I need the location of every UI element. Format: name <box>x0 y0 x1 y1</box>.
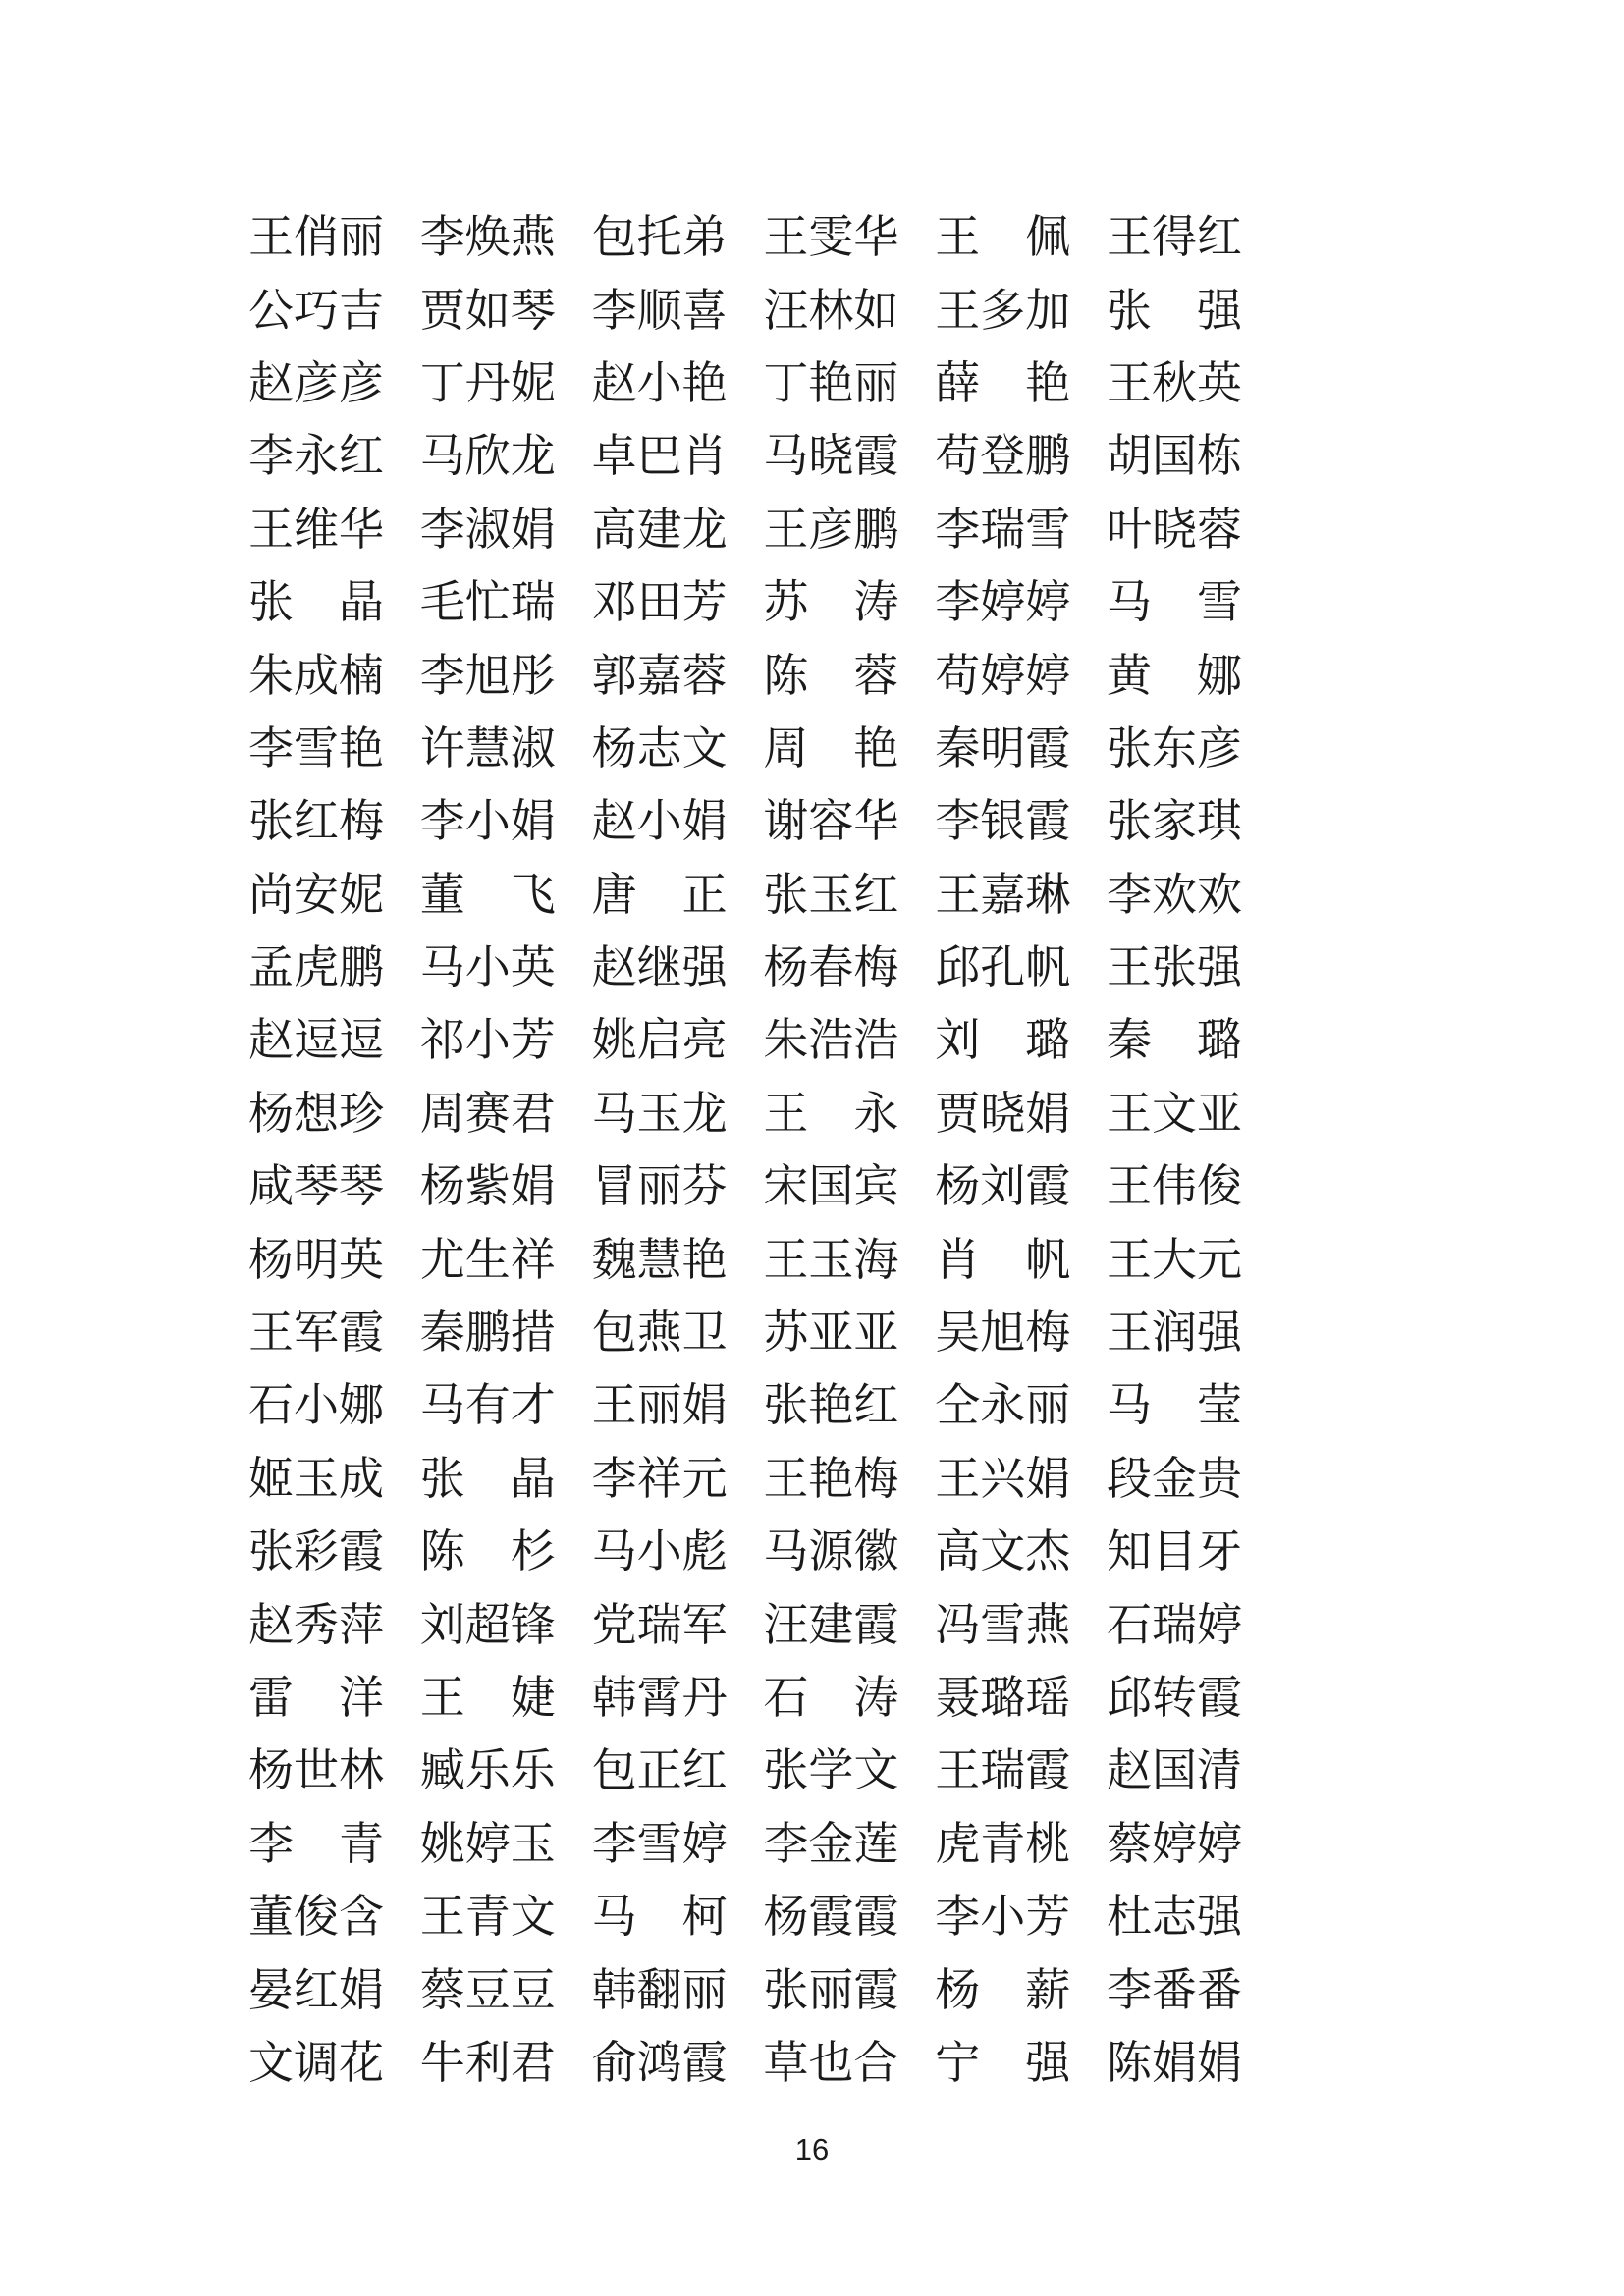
name-cell: 肖 帆 <box>935 1234 1071 1285</box>
name-cell: 姚 启 亮 <box>591 1015 728 1066</box>
name-cell: 李 永 红 <box>248 431 384 482</box>
name-cell: 赵 彦 彦 <box>248 357 384 408</box>
name-cell: 李 雪 艳 <box>248 722 384 774</box>
name-cell: 李 焕 燕 <box>419 212 556 263</box>
name-cell: 刘 超 锋 <box>419 1599 556 1650</box>
name-row <box>248 859 1242 932</box>
name-cell: 韩 翻 丽 <box>591 1964 728 2015</box>
name-cell: 张 彩 霞 <box>248 1526 384 1577</box>
name-cell: 陈 蓉 <box>763 650 899 701</box>
name-cell: 卓 巴 肖 <box>591 431 728 482</box>
name-cell: 姚 婷 玉 <box>419 1818 556 1869</box>
name-cell: 马 晓 霞 <box>763 431 899 482</box>
name-cell: 王 丽 娟 <box>591 1380 728 1431</box>
name-row <box>248 1078 1242 1150</box>
name-cell: 仝 永 丽 <box>935 1380 1071 1431</box>
name-row <box>248 274 1242 347</box>
name-cell: 赵 小 艳 <box>591 357 728 408</box>
name-cell: 李 雪 婷 <box>591 1818 728 1869</box>
name-cell: 李 淑 娟 <box>419 504 556 555</box>
name-cell: 王 俏 丽 <box>248 212 384 263</box>
name-row <box>248 1150 1242 1223</box>
name-row <box>248 1297 1242 1369</box>
name-list <box>248 201 1242 2100</box>
name-row <box>248 1953 1242 2026</box>
name-cell: 张 玉 红 <box>763 869 899 920</box>
name-cell: 周 艳 <box>763 722 899 774</box>
name-cell: 知 目 牙 <box>1106 1526 1242 1577</box>
name-cell: 高 建 龙 <box>591 504 728 555</box>
name-cell: 马 柯 <box>591 1892 728 1943</box>
name-cell: 杨 春 梅 <box>763 942 899 993</box>
name-cell: 张 学 文 <box>763 1745 899 1796</box>
name-cell: 王 嘉 琳 <box>935 869 1071 920</box>
name-cell: 李 小 芳 <box>935 1892 1071 1943</box>
name-cell: 邱 孔 帆 <box>935 942 1071 993</box>
name-cell: 李 顺 喜 <box>591 285 728 336</box>
name-cell: 孟 虎 鹏 <box>248 942 384 993</box>
name-cell: 李 欢 欢 <box>1106 869 1242 920</box>
name-cell: 王 青 文 <box>419 1892 556 1943</box>
name-cell: 蔡 婷 婷 <box>1106 1818 1242 1869</box>
name-cell: 秦 明 霞 <box>935 722 1071 774</box>
name-cell: 赵 小 娟 <box>591 796 728 847</box>
name-cell: 王 文 亚 <box>1106 1088 1242 1139</box>
name-cell: 丁 丹 妮 <box>419 357 556 408</box>
name-cell: 马 雪 <box>1106 577 1242 628</box>
name-row <box>248 566 1242 639</box>
name-row <box>248 1369 1242 1442</box>
name-cell: 贾 晓 娟 <box>935 1088 1071 1139</box>
name-cell: 李 小 娟 <box>419 796 556 847</box>
name-cell: 李 瑞 雪 <box>935 504 1071 555</box>
name-cell: 唐 正 <box>591 869 728 920</box>
name-cell: 王 大 元 <box>1106 1234 1242 1285</box>
name-cell: 姬 玉 成 <box>248 1453 384 1504</box>
name-cell: 王 伟 俊 <box>1106 1161 1242 1212</box>
name-cell: 尤 生 祥 <box>419 1234 556 1285</box>
name-cell: 陈 杉 <box>419 1526 556 1577</box>
name-cell: 汪 建 霞 <box>763 1599 899 1650</box>
name-cell: 包 托 弟 <box>591 212 728 263</box>
name-row <box>248 1223 1242 1296</box>
name-row <box>248 1881 1242 1953</box>
name-cell: 杨 紫 娟 <box>419 1161 556 1212</box>
name-cell: 薛 艳 <box>935 357 1071 408</box>
name-cell: 张 艳 红 <box>763 1380 899 1431</box>
name-cell: 张 晶 <box>248 577 384 628</box>
name-cell: 丁 艳 丽 <box>763 357 899 408</box>
name-row <box>248 1004 1242 1077</box>
name-cell: 董 飞 <box>419 869 556 920</box>
name-cell: 石 小 娜 <box>248 1380 384 1431</box>
name-cell: 王 婕 <box>419 1673 556 1723</box>
name-cell: 宋 国 宾 <box>763 1161 899 1212</box>
name-row <box>248 1588 1242 1661</box>
name-cell: 李 金 莲 <box>763 1818 899 1869</box>
name-cell: 贾 如 琴 <box>419 285 556 336</box>
name-cell: 马 玉 龙 <box>591 1088 728 1139</box>
name-cell: 魏 慧 艳 <box>591 1234 728 1285</box>
name-cell: 聂 璐 瑶 <box>935 1673 1071 1723</box>
name-cell: 赵 国 清 <box>1106 1745 1242 1796</box>
name-cell: 王 彦 鹏 <box>763 504 899 555</box>
name-cell: 王 维 华 <box>248 504 384 555</box>
name-row <box>248 785 1242 858</box>
name-cell: 秦 鹏 措 <box>419 1308 556 1359</box>
name-cell: 邓 田 芳 <box>591 577 728 628</box>
name-cell: 张 东 彦 <box>1106 722 1242 774</box>
name-cell: 党 瑞 军 <box>591 1599 728 1650</box>
name-cell: 邱 转 霞 <box>1106 1673 1242 1723</box>
name-row <box>248 201 1242 274</box>
name-cell: 杨 薪 <box>935 1964 1071 2015</box>
name-cell: 虎 青 桃 <box>935 1818 1071 1869</box>
name-cell: 黄 娜 <box>1106 650 1242 701</box>
name-cell: 段 金 贵 <box>1106 1453 1242 1504</box>
name-cell: 王 永 <box>763 1088 899 1139</box>
name-row <box>248 420 1242 493</box>
name-cell: 韩 霄 丹 <box>591 1673 728 1723</box>
name-cell: 杨 志 文 <box>591 722 728 774</box>
name-cell: 陈 娟 娟 <box>1106 2037 1242 2088</box>
name-row <box>248 639 1242 712</box>
name-cell: 王 秋 英 <box>1106 357 1242 408</box>
name-cell: 赵 秀 萍 <box>248 1599 384 1650</box>
name-cell: 王 军 霞 <box>248 1308 384 1359</box>
name-cell: 毛 忙 瑞 <box>419 577 556 628</box>
name-cell: 马 欣 龙 <box>419 431 556 482</box>
name-row <box>248 1443 1242 1516</box>
name-cell: 苟 登 鹏 <box>935 431 1071 482</box>
name-row <box>248 1516 1242 1588</box>
name-cell: 晏 红 娟 <box>248 1964 384 2015</box>
name-cell: 包 燕 卫 <box>591 1308 728 1359</box>
name-cell: 草 也 合 <box>763 2037 899 2088</box>
name-cell: 李 银 霞 <box>935 796 1071 847</box>
name-cell: 石 瑞 婷 <box>1106 1599 1242 1650</box>
name-cell: 公 巧 吉 <box>248 285 384 336</box>
name-cell: 张 家 琪 <box>1106 796 1242 847</box>
name-cell: 杨 刘 霞 <box>935 1161 1071 1212</box>
name-cell: 张 丽 霞 <box>763 1964 899 2015</box>
name-cell: 谢 容 华 <box>763 796 899 847</box>
name-cell: 刘 璐 <box>935 1015 1071 1066</box>
name-cell: 马 莹 <box>1106 1380 1242 1431</box>
name-cell: 汪 林 如 <box>763 285 899 336</box>
name-cell: 王 艳 梅 <box>763 1453 899 1504</box>
name-cell: 郭 嘉 蓉 <box>591 650 728 701</box>
name-cell: 李 青 <box>248 1818 384 1869</box>
name-cell: 马 小 英 <box>419 942 556 993</box>
name-cell: 王 润 强 <box>1106 1308 1242 1359</box>
name-cell: 张 强 <box>1106 285 1242 336</box>
name-cell: 张 红 梅 <box>248 796 384 847</box>
name-cell: 石 涛 <box>763 1673 899 1723</box>
name-cell: 尚 安 妮 <box>248 869 384 920</box>
name-cell: 宁 强 <box>935 2037 1071 2088</box>
name-cell: 苟 婷 婷 <box>935 650 1071 701</box>
name-cell: 臧 乐 乐 <box>419 1745 556 1796</box>
name-cell: 杨 想 珍 <box>248 1088 384 1139</box>
name-row <box>248 494 1242 566</box>
name-cell: 李 番 番 <box>1106 1964 1242 2015</box>
name-cell: 吴 旭 梅 <box>935 1308 1071 1359</box>
name-cell: 秦 璐 <box>1106 1015 1242 1066</box>
name-cell: 朱 浩 浩 <box>763 1015 899 1066</box>
name-cell: 王 张 强 <box>1106 942 1242 993</box>
name-cell: 王 雯 华 <box>763 212 899 263</box>
name-cell: 杜 志 强 <box>1106 1892 1242 1943</box>
name-cell: 李 婷 婷 <box>935 577 1071 628</box>
name-row <box>248 1662 1242 1735</box>
name-row <box>248 347 1242 420</box>
name-cell: 马 源 徽 <box>763 1526 899 1577</box>
name-cell: 马 小 彪 <box>591 1526 728 1577</box>
name-cell: 冒 丽 芬 <box>591 1161 728 1212</box>
name-row <box>248 2027 1242 2100</box>
name-cell: 李 祥 元 <box>591 1453 728 1504</box>
name-row <box>248 1735 1242 1807</box>
name-cell: 雷 洋 <box>248 1673 384 1723</box>
name-cell: 王 得 红 <box>1106 212 1242 263</box>
name-cell: 叶 晓 蓉 <box>1106 504 1242 555</box>
name-cell: 王 兴 娟 <box>935 1453 1071 1504</box>
name-cell: 牛 利 君 <box>419 2037 556 2088</box>
name-row <box>248 1808 1242 1881</box>
name-cell: 胡 国 栋 <box>1106 431 1242 482</box>
name-cell: 祁 小 芳 <box>419 1015 556 1066</box>
name-cell: 王 多 加 <box>935 285 1071 336</box>
name-cell: 朱 成 楠 <box>248 650 384 701</box>
name-cell: 王 玉 海 <box>763 1234 899 1285</box>
name-cell: 马 有 才 <box>419 1380 556 1431</box>
name-cell: 周 赛 君 <box>419 1088 556 1139</box>
name-cell: 包 正 红 <box>591 1745 728 1796</box>
name-cell: 王 瑞 霞 <box>935 1745 1071 1796</box>
name-cell: 赵 继 强 <box>591 942 728 993</box>
name-cell: 杨 霞 霞 <box>763 1892 899 1943</box>
name-cell: 许 慧 淑 <box>419 722 556 774</box>
name-cell: 苏 亚 亚 <box>763 1308 899 1359</box>
name-cell: 张 晶 <box>419 1453 556 1504</box>
name-cell: 董 俊 含 <box>248 1892 384 1943</box>
name-cell: 冯 雪 燕 <box>935 1599 1071 1650</box>
name-cell: 李 旭 彤 <box>419 650 556 701</box>
name-cell: 高 文 杰 <box>935 1526 1071 1577</box>
name-row <box>248 713 1242 785</box>
name-cell: 咸 琴 琴 <box>248 1161 384 1212</box>
name-cell: 苏 涛 <box>763 577 899 628</box>
name-row <box>248 932 1242 1004</box>
page-number: 16 <box>794 2132 830 2166</box>
name-cell: 文 调 花 <box>248 2037 384 2088</box>
name-cell: 赵 逗 逗 <box>248 1015 384 1066</box>
name-cell: 杨 世 林 <box>248 1745 384 1796</box>
name-cell: 王 佩 <box>935 212 1071 263</box>
name-cell: 俞 鸿 霞 <box>591 2037 728 2088</box>
name-cell: 杨 明 英 <box>248 1234 384 1285</box>
name-cell: 蔡 豆 豆 <box>419 1964 556 2015</box>
